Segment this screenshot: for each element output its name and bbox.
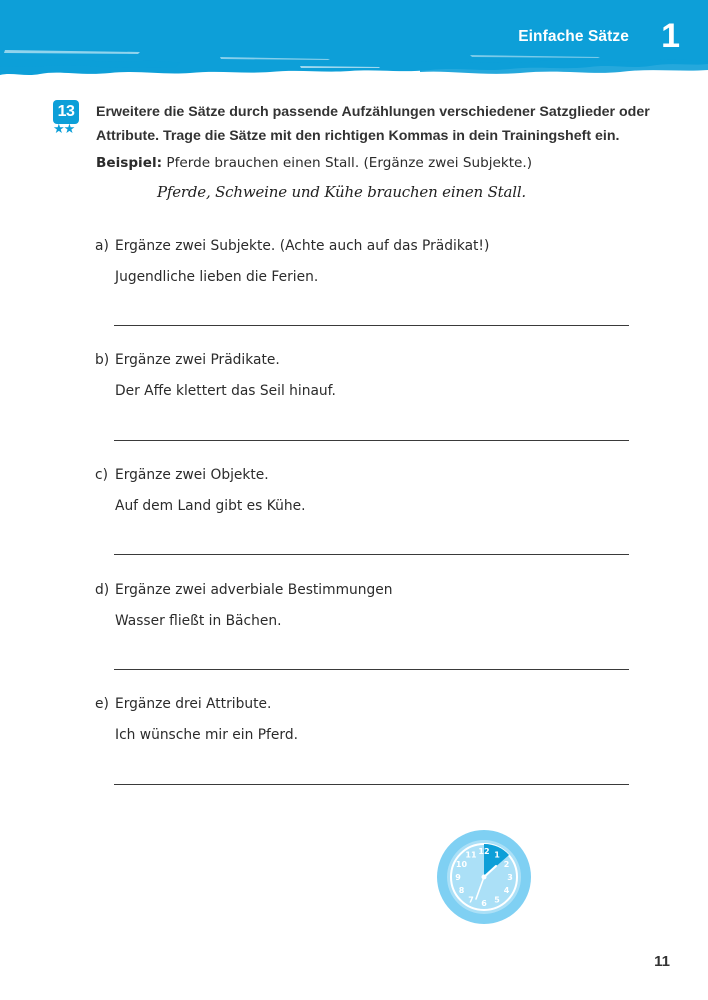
clock-numeral: 3 bbox=[507, 873, 513, 882]
task-b bbox=[95, 350, 635, 401]
clock-icon bbox=[436, 829, 532, 925]
task-e bbox=[95, 694, 635, 745]
chapter-title: Einfache Sätze bbox=[518, 28, 629, 45]
task-instruction: Ergänze zwei Prädikate. bbox=[115, 352, 280, 368]
answer-line-d[interactable] bbox=[114, 669, 629, 670]
answer-line-e[interactable] bbox=[114, 784, 629, 785]
task-sentence: Wasser fließt in Bächen. bbox=[115, 613, 282, 629]
clock-numeral: 4 bbox=[503, 886, 510, 895]
clock-numeral: 12 bbox=[478, 847, 490, 856]
example bbox=[96, 153, 656, 173]
task-instruction: Ergänze zwei Objekte. bbox=[115, 467, 269, 483]
task-letter: a) bbox=[95, 238, 109, 254]
chapter-number: 1 bbox=[661, 17, 680, 55]
page-number: 11 bbox=[654, 953, 670, 970]
clock-numeral: 1 bbox=[494, 850, 500, 860]
answer-line-c[interactable] bbox=[114, 554, 629, 555]
task-a bbox=[95, 236, 635, 287]
task-sentence: Der Affe klettert das Seil hinauf. bbox=[115, 383, 336, 399]
clock-numeral: 11 bbox=[465, 850, 477, 860]
clock-numeral: 8 bbox=[458, 886, 465, 895]
clock-numeral: 7 bbox=[468, 895, 474, 905]
exercise-number-badge: 13 bbox=[53, 100, 79, 124]
answer-line-b[interactable] bbox=[114, 440, 629, 441]
example-answer: Pferde, Schweine und Kühe brauchen einen Stall. bbox=[157, 183, 526, 201]
task-instruction: Ergänze zwei Subjekte. (Achte auch auf das Prädikat!) bbox=[115, 238, 490, 254]
clock-numeral: 2 bbox=[503, 860, 510, 869]
clock-numeral: 10 bbox=[455, 860, 468, 869]
task-d bbox=[95, 580, 635, 631]
answer-line-a[interactable] bbox=[114, 325, 629, 326]
task-letter: d) bbox=[95, 582, 110, 598]
task-sentence: Jugendliche lieben die Ferien. bbox=[115, 269, 319, 285]
task-letter: b) bbox=[95, 352, 110, 368]
task-letter: c) bbox=[95, 467, 108, 483]
example-label: Beispiel: bbox=[96, 155, 163, 171]
task-instruction: Ergänze drei Attribute. bbox=[115, 696, 272, 712]
difficulty-stars: ★★ bbox=[53, 122, 75, 137]
task-instruction: Ergänze zwei adverbiale Bestimmungen bbox=[115, 582, 393, 598]
task-sentence: Ich wünsche mir ein Pferd. bbox=[115, 727, 298, 743]
clock-numeral: 6 bbox=[481, 899, 487, 908]
task-sentence: Auf dem Land gibt es Kühe. bbox=[115, 498, 306, 514]
clock-numeral: 9 bbox=[455, 873, 461, 882]
clock-numeral: 5 bbox=[494, 895, 500, 905]
example-text: Pferde brauchen einen Stall. (Ergänze zwei Subjekte.) bbox=[162, 155, 533, 171]
task-letter: e) bbox=[95, 696, 109, 712]
exercise-instruction: Erweitere die Sätze durch passende Aufzählungen verschiedener Satzglieder oder Attribute. Trage die Sätze mit den richtigen Kommas in dein Trainingsheft ein. bbox=[96, 104, 650, 144]
task-c bbox=[95, 465, 635, 516]
